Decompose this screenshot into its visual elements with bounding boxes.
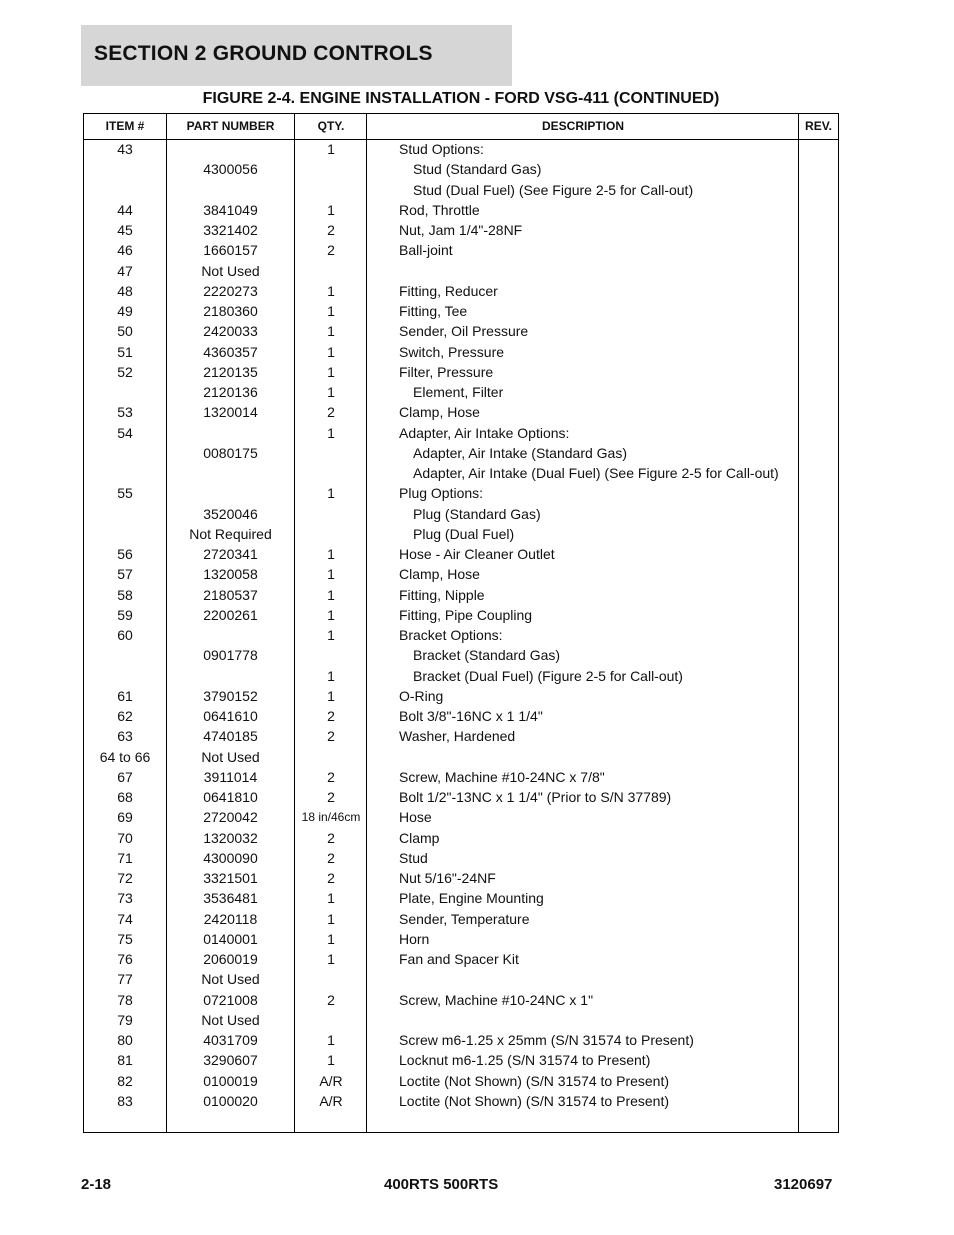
item-number-cell: 55 bbox=[117, 485, 133, 502]
quantity-cell: 1 bbox=[327, 485, 335, 502]
description-cell: Bolt 1/2"-13NC x 1 1/4" (Prior to S/N 37789) bbox=[399, 789, 672, 805]
table-row bbox=[84, 706, 838, 726]
table-row bbox=[84, 585, 838, 605]
section-title: SECTION 2 GROUND CONTROLS bbox=[94, 42, 433, 65]
quantity-cell: 1 bbox=[327, 141, 335, 157]
part-number-cell: 0901778 bbox=[203, 647, 258, 664]
item-number-cell bbox=[84, 443, 166, 463]
item-number-cell bbox=[84, 504, 166, 524]
part-number-cell: 1320058 bbox=[203, 566, 258, 583]
description-cell: Hose bbox=[399, 809, 432, 826]
item-number-cell: 73 bbox=[117, 890, 133, 907]
part-number-cell: 3520046 bbox=[203, 505, 258, 522]
table-row bbox=[84, 888, 838, 908]
description-cell: Clamp, Hose bbox=[399, 404, 480, 421]
part-number-cell: 3321402 bbox=[203, 222, 258, 238]
quantity-cell bbox=[295, 159, 367, 179]
table-row bbox=[84, 807, 838, 827]
column-header-part-number: PART NUMBER bbox=[186, 119, 275, 133]
item-number-cell: 83 bbox=[117, 1092, 133, 1109]
item-number-cell: 64 to 66 bbox=[99, 748, 151, 765]
description-cell: O-Ring bbox=[399, 687, 444, 704]
part-number-cell: 0641810 bbox=[203, 789, 258, 805]
part-number-cell: 0140001 bbox=[203, 930, 258, 947]
quantity-cell: 2 bbox=[327, 870, 335, 886]
part-number-cell: 3536481 bbox=[203, 890, 258, 907]
table-row bbox=[84, 301, 838, 321]
table-row bbox=[84, 342, 838, 362]
part-number-cell bbox=[166, 423, 295, 443]
item-number-cell: 59 bbox=[117, 606, 133, 623]
description-cell: Screw m6-1.25 x 25mm (S/N 31574 to Present) bbox=[399, 1032, 694, 1048]
description-cell bbox=[399, 1010, 799, 1030]
quantity-cell: 1 bbox=[327, 890, 335, 907]
part-number-cell: Not Used bbox=[201, 748, 260, 765]
section-header-bar bbox=[81, 25, 512, 86]
item-number-cell: 74 bbox=[117, 910, 133, 927]
quantity-cell: 2 bbox=[327, 849, 335, 866]
part-number-cell: 2420033 bbox=[203, 323, 258, 340]
description-cell: Adapter, Air Intake Options: bbox=[399, 424, 570, 441]
table-row bbox=[84, 159, 838, 179]
table-row bbox=[84, 868, 838, 888]
table-row bbox=[84, 645, 838, 665]
parts-table bbox=[83, 113, 839, 1133]
item-number-cell: 43 bbox=[117, 141, 133, 157]
item-number-cell: 72 bbox=[117, 870, 133, 886]
description-cell: Fitting, Pipe Coupling bbox=[399, 606, 533, 623]
quantity-cell: A/R bbox=[319, 1072, 343, 1089]
description-cell: Bolt 3/8"-16NC x 1 1/4" bbox=[399, 708, 543, 724]
table-row bbox=[84, 909, 838, 929]
quantity-cell bbox=[295, 524, 367, 544]
description-cell: Plug Options: bbox=[399, 485, 484, 502]
item-number-cell: 68 bbox=[117, 789, 133, 805]
quantity-cell bbox=[295, 969, 367, 989]
part-number-cell: 2180537 bbox=[203, 586, 258, 603]
quantity-cell bbox=[295, 645, 367, 665]
part-number-cell: 2720042 bbox=[203, 809, 258, 826]
item-number-cell: 62 bbox=[117, 708, 133, 724]
figure-title: FIGURE 2-4. ENGINE INSTALLATION - FORD VSG-411 (CONTINUED) bbox=[202, 90, 720, 107]
quantity-cell: 1 bbox=[327, 1052, 335, 1069]
part-number-cell: 2060019 bbox=[203, 951, 258, 967]
quantity-cell bbox=[295, 443, 367, 463]
description-cell: Screw, Machine #10-24NC x 1" bbox=[399, 991, 594, 1008]
table-row bbox=[84, 1091, 838, 1111]
item-number-cell: 46 bbox=[117, 242, 133, 259]
part-number-cell: 4360357 bbox=[203, 343, 258, 360]
part-number-cell: 0080175 bbox=[203, 444, 258, 461]
item-number-cell bbox=[84, 382, 166, 402]
table-row bbox=[84, 949, 838, 969]
quantity-cell: 2 bbox=[327, 728, 335, 745]
part-number-cell: 1660157 bbox=[203, 242, 258, 259]
description-cell: Bracket Options: bbox=[399, 627, 503, 643]
item-number-cell: 45 bbox=[117, 222, 133, 238]
item-number-cell: 50 bbox=[117, 323, 133, 340]
quantity-cell: 1 bbox=[327, 384, 335, 400]
quantity-cell: 1 bbox=[327, 566, 335, 583]
quantity-cell: 1 bbox=[327, 910, 335, 927]
description-cell: Bracket (Dual Fuel) (Figure 2-5 for Call-out) bbox=[413, 667, 683, 684]
item-number-cell: 47 bbox=[117, 262, 133, 279]
part-number-cell: 4300090 bbox=[203, 849, 258, 866]
description-cell: Clamp, Hose bbox=[399, 566, 480, 583]
table-row bbox=[84, 200, 838, 220]
item-number-cell: 53 bbox=[117, 404, 133, 421]
part-number-cell: 2120135 bbox=[203, 363, 258, 380]
part-number-cell bbox=[166, 139, 295, 159]
table-row bbox=[84, 220, 838, 240]
description-cell: Filter, Pressure bbox=[399, 363, 494, 380]
table-row bbox=[84, 423, 838, 443]
description-cell: Adapter, Air Intake (Standard Gas) bbox=[413, 444, 628, 461]
part-number-cell: 0100020 bbox=[203, 1092, 258, 1109]
item-number-cell: 82 bbox=[117, 1072, 133, 1089]
item-number-cell: 61 bbox=[117, 687, 133, 704]
item-number-cell: 51 bbox=[117, 343, 133, 360]
quantity-cell: A/R bbox=[319, 1092, 343, 1109]
part-number-cell: 1320014 bbox=[203, 404, 258, 421]
quantity-cell: 2 bbox=[327, 222, 335, 238]
part-number-cell bbox=[166, 463, 295, 483]
quantity-cell: 1 bbox=[327, 1032, 335, 1048]
column-header-item: ITEM # bbox=[105, 119, 145, 133]
description-cell: Plug (Dual Fuel) bbox=[413, 525, 515, 542]
part-number-cell: 0641610 bbox=[203, 708, 258, 724]
quantity-cell: 1 bbox=[327, 687, 335, 704]
quantity-cell bbox=[295, 180, 367, 200]
item-number-cell: 80 bbox=[117, 1032, 133, 1048]
item-number-cell: 54 bbox=[117, 424, 133, 441]
table-row bbox=[84, 1050, 838, 1070]
description-cell: Locknut m6-1.25 (S/N 31574 to Present) bbox=[399, 1052, 651, 1069]
document-number: 3120697 bbox=[774, 1176, 833, 1193]
item-number-cell: 76 bbox=[117, 951, 133, 967]
item-number-cell: 44 bbox=[117, 201, 133, 218]
table-row bbox=[84, 666, 838, 686]
quantity-cell bbox=[295, 261, 367, 281]
quantity-cell: 2 bbox=[327, 242, 335, 259]
column-header-qty: QTY. bbox=[317, 119, 345, 133]
part-number-cell: 3790152 bbox=[203, 687, 258, 704]
description-cell: Plug (Standard Gas) bbox=[413, 505, 541, 522]
item-number-cell: 79 bbox=[117, 1011, 133, 1028]
table-row bbox=[84, 463, 838, 483]
item-number-cell: 48 bbox=[117, 282, 133, 299]
table-row bbox=[84, 281, 838, 301]
part-number-cell: Not Used bbox=[201, 971, 260, 988]
quantity-cell: 1 bbox=[327, 424, 335, 441]
table-row bbox=[84, 1010, 838, 1030]
item-number-cell: 78 bbox=[117, 991, 133, 1008]
description-cell: Plate, Engine Mounting bbox=[399, 890, 544, 907]
table-row bbox=[84, 686, 838, 706]
item-number-cell: 56 bbox=[117, 546, 133, 562]
quantity-cell: 1 bbox=[327, 627, 335, 643]
quantity-cell bbox=[295, 747, 367, 767]
item-number-cell: 71 bbox=[117, 849, 133, 866]
table-row bbox=[84, 828, 838, 848]
description-cell: Ball-joint bbox=[399, 242, 453, 259]
description-cell: Fan and Spacer Kit bbox=[399, 951, 519, 967]
table-row bbox=[84, 443, 838, 463]
quantity-cell: 1 bbox=[327, 606, 335, 623]
quantity-cell: 1 bbox=[327, 343, 335, 360]
part-number-cell: 4300056 bbox=[203, 161, 258, 178]
item-number-cell: 75 bbox=[117, 930, 133, 947]
item-number-cell: 57 bbox=[117, 566, 133, 583]
table-row bbox=[84, 180, 838, 200]
part-number-cell bbox=[166, 483, 295, 503]
quantity-cell bbox=[295, 504, 367, 524]
table-row bbox=[84, 382, 838, 402]
item-number-cell: 70 bbox=[117, 829, 133, 846]
description-cell: Bracket (Standard Gas) bbox=[413, 647, 561, 664]
table-row bbox=[84, 625, 838, 645]
quantity-cell: 1 bbox=[327, 363, 335, 380]
description-cell: Horn bbox=[399, 930, 430, 947]
description-cell: Loctite (Not Shown) (S/N 31574 to Present) bbox=[399, 1092, 670, 1109]
item-number-cell: 77 bbox=[117, 971, 133, 988]
description-cell: Sender, Oil Pressure bbox=[399, 323, 529, 340]
description-cell: Rod, Throttle bbox=[399, 201, 480, 218]
item-number-cell: 63 bbox=[117, 728, 133, 745]
table-row bbox=[84, 747, 838, 767]
table-row bbox=[84, 362, 838, 382]
item-number-cell: 49 bbox=[117, 303, 133, 319]
quantity-cell: 1 bbox=[327, 323, 335, 340]
quantity-cell: 1 bbox=[327, 951, 335, 967]
item-number-cell: 60 bbox=[117, 627, 133, 643]
page-number: 2-18 bbox=[81, 1176, 112, 1193]
table-row bbox=[84, 564, 838, 584]
model-name: 400RTS 500RTS bbox=[384, 1176, 499, 1193]
description-cell bbox=[399, 261, 799, 281]
description-cell: Stud (Standard Gas) bbox=[413, 161, 542, 178]
quantity-cell bbox=[295, 1010, 367, 1030]
description-cell: Washer, Hardened bbox=[399, 728, 516, 745]
part-number-cell: 3290607 bbox=[203, 1052, 258, 1069]
table-row bbox=[84, 990, 838, 1010]
part-number-cell: Not Used bbox=[201, 262, 260, 279]
part-number-cell bbox=[166, 666, 295, 686]
part-number-cell: 4031709 bbox=[203, 1032, 258, 1048]
description-cell bbox=[399, 747, 799, 767]
description-cell: Fitting, Tee bbox=[399, 303, 468, 319]
quantity-cell: 1 bbox=[327, 303, 335, 319]
description-cell: Adapter, Air Intake (Dual Fuel) (See Figure 2-5 for Call-out) bbox=[413, 465, 779, 481]
table-row bbox=[84, 402, 838, 422]
quantity-cell: 18 in/46cm bbox=[301, 810, 361, 825]
quantity-cell: 1 bbox=[327, 930, 335, 947]
part-number-cell: Not Used bbox=[201, 1011, 260, 1028]
description-cell: Element, Filter bbox=[413, 384, 504, 400]
table-row bbox=[84, 929, 838, 949]
quantity-cell: 1 bbox=[327, 282, 335, 299]
item-number-cell bbox=[84, 180, 166, 200]
part-number-cell: 2200261 bbox=[203, 606, 258, 623]
column-header-description: DESCRIPTION bbox=[541, 119, 624, 133]
part-number-cell: Not Required bbox=[189, 525, 272, 542]
description-cell: Stud (Dual Fuel) (See Figure 2-5 for Call-out) bbox=[413, 181, 694, 198]
part-number-cell: 2420118 bbox=[203, 910, 258, 927]
table-row bbox=[84, 726, 838, 746]
part-number-cell: 2220273 bbox=[203, 282, 258, 299]
part-number-cell bbox=[166, 625, 295, 645]
quantity-cell: 2 bbox=[327, 829, 335, 846]
table-row bbox=[84, 1030, 838, 1050]
item-number-cell: 69 bbox=[117, 809, 133, 826]
part-number-cell: 2720341 bbox=[203, 546, 258, 562]
part-number-cell: 3911014 bbox=[203, 768, 258, 785]
table-row bbox=[84, 504, 838, 524]
item-number-cell bbox=[84, 463, 166, 483]
description-cell: Sender, Temperature bbox=[399, 910, 530, 927]
item-number-cell: 52 bbox=[117, 363, 133, 380]
table-row bbox=[84, 321, 838, 341]
part-number-cell: 0721008 bbox=[203, 991, 258, 1008]
quantity-cell: 1 bbox=[327, 667, 335, 684]
description-cell bbox=[399, 969, 799, 989]
description-cell: Fitting, Reducer bbox=[399, 282, 498, 299]
item-number-cell bbox=[84, 159, 166, 179]
item-number-cell: 67 bbox=[117, 768, 133, 785]
table-row bbox=[84, 544, 838, 564]
table-row bbox=[84, 139, 838, 159]
description-cell: Fitting, Nipple bbox=[399, 586, 485, 603]
part-number-cell: 0100019 bbox=[203, 1072, 258, 1089]
item-number-cell bbox=[84, 666, 166, 686]
part-number-cell: 3321501 bbox=[203, 870, 258, 886]
table-row bbox=[84, 1071, 838, 1091]
part-number-cell: 4740185 bbox=[203, 728, 258, 745]
table-row bbox=[84, 605, 838, 625]
description-cell: Switch, Pressure bbox=[399, 343, 505, 360]
table-row bbox=[84, 969, 838, 989]
part-number-cell: 3841049 bbox=[203, 201, 258, 218]
item-number-cell: 58 bbox=[117, 586, 133, 603]
description-cell: Nut 5/16"-24NF bbox=[399, 870, 496, 886]
quantity-cell: 2 bbox=[327, 708, 335, 724]
quantity-cell: 1 bbox=[327, 201, 335, 218]
description-cell: Stud Options: bbox=[399, 141, 484, 157]
description-cell: Loctite (Not Shown) (S/N 31574 to Present) bbox=[399, 1072, 670, 1089]
item-number-cell: 81 bbox=[117, 1052, 133, 1069]
description-cell: Stud bbox=[399, 849, 428, 866]
table-row bbox=[84, 240, 838, 260]
quantity-cell bbox=[295, 463, 367, 483]
description-cell: Clamp bbox=[399, 829, 440, 846]
table-row bbox=[84, 524, 838, 544]
quantity-cell: 2 bbox=[327, 404, 335, 421]
description-cell: Hose - Air Cleaner Outlet bbox=[399, 546, 555, 562]
description-cell: Screw, Machine #10-24NC x 7/8" bbox=[399, 768, 605, 785]
table-row bbox=[84, 261, 838, 281]
description-cell: Nut, Jam 1/4"-28NF bbox=[399, 222, 523, 238]
quantity-cell: 2 bbox=[327, 789, 335, 805]
item-number-cell bbox=[84, 524, 166, 544]
part-number-cell: 2120136 bbox=[203, 384, 258, 400]
quantity-cell: 2 bbox=[327, 991, 335, 1008]
part-number-cell bbox=[166, 180, 295, 200]
table-row bbox=[84, 787, 838, 807]
column-header-rev: REV. bbox=[805, 119, 832, 133]
table-row bbox=[84, 767, 838, 787]
part-number-cell: 2180360 bbox=[203, 303, 258, 319]
part-number-cell: 1320032 bbox=[203, 829, 258, 846]
quantity-cell: 1 bbox=[327, 546, 335, 562]
quantity-cell: 1 bbox=[327, 586, 335, 603]
table-row bbox=[84, 483, 838, 503]
item-number-cell bbox=[84, 645, 166, 665]
table-row bbox=[84, 848, 838, 868]
quantity-cell: 2 bbox=[327, 768, 335, 785]
